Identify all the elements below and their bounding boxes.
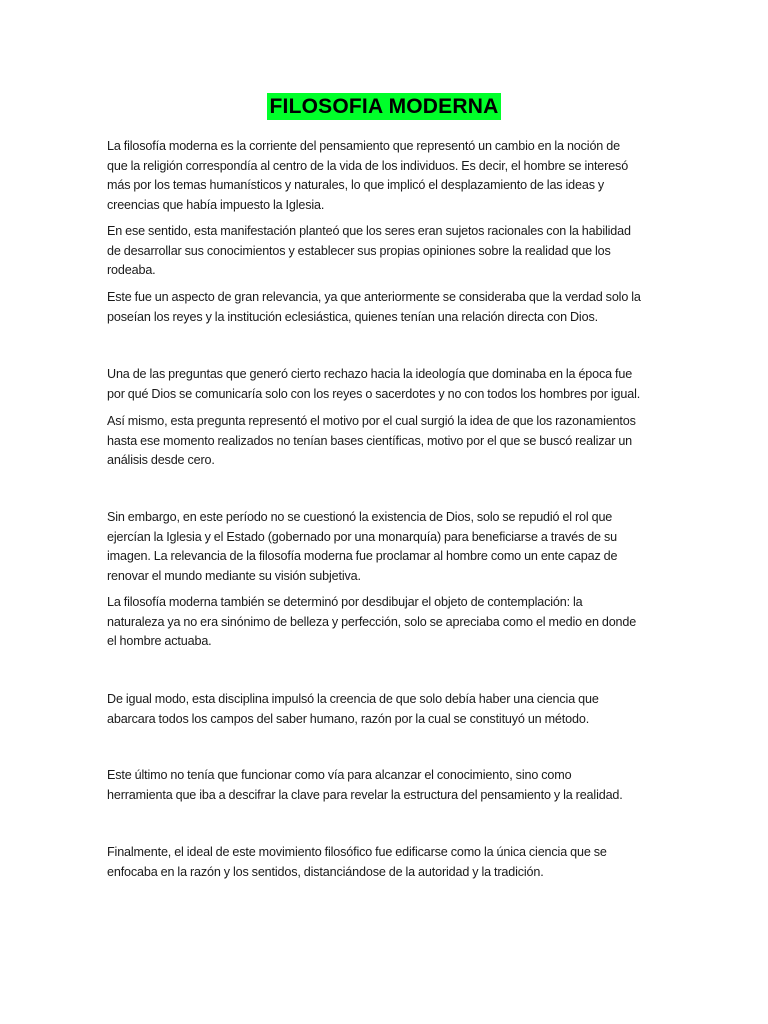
paragraph-line: La filosofía moderna también se determinó por desdibujar el objeto de contemplación: la <box>107 595 583 609</box>
paragraph-line: imagen. La relevancia de la filosofía moderna fue proclamar al hombre como un ente capaz de <box>107 549 618 563</box>
paragraph-8 <box>107 690 663 729</box>
paragraph-line: rodeaba. <box>107 263 156 277</box>
paragraph-7 <box>107 593 663 652</box>
paragraph-line: Una de las preguntas que generó cierto rechazo hacia la ideología que dominaba en la época fue <box>107 367 633 381</box>
paragraph-10 <box>107 843 663 882</box>
paragraph-line: herramienta que iba a descifrar la clave para revelar la estructura del pensamiento y la realidad. <box>107 787 623 802</box>
paragraph-line: hasta ese momento realizados no tenían bases científicas, motivo por el que se buscó realizar un <box>107 433 633 448</box>
paragraph-line: el hombre actuaba. <box>107 634 212 648</box>
paragraph-2 <box>107 222 663 281</box>
paragraph-line: análisis desde cero. <box>107 453 215 467</box>
paragraph-line: más por los temas humanísticos y naturales, lo que implicó el desplazamiento de las ideas y <box>107 178 605 192</box>
paragraph-line: enfocaba en la razón y los sentidos, distanciándose de la autoridad y la tradición. <box>107 864 544 879</box>
paragraph-line: Finalmente, el ideal de este movimiento filosófico fue edificarse como la única ciencia que se <box>107 845 607 859</box>
paragraph-line: renovar el mundo mediante su visión subjetiva. <box>107 568 361 583</box>
paragraph-line: De igual modo, esta disciplina impulsó la creencia de que solo debía haber una ciencia que <box>107 692 599 706</box>
paragraph-line: Sin embargo, en este período no se cuestionó la existencia de Dios, solo se repudió el rol que <box>107 510 613 524</box>
paragraph-5 <box>107 412 663 471</box>
page-title: FILOSOFIA MODERNA <box>267 93 502 120</box>
title-container <box>0 93 768 120</box>
paragraph-6 <box>107 508 663 586</box>
paragraph-line: abarcara todos los campos del saber humano, razón por la cual se constituyó un método. <box>107 711 590 726</box>
paragraph-line: poseían los reyes y la institución eclesiástica, quienes tenían una relación directa con Dios. <box>107 309 598 324</box>
paragraph-line: que la religión correspondía al centro de la vida de los individuos. Es decir, el hombre se interesó <box>107 158 629 173</box>
paragraph-line: de desarrollar sus conocimientos y establecer sus propias opiniones sobre la realidad que los <box>107 243 611 258</box>
paragraph-line: naturaleza ya no era sinónimo de belleza y perfección, solo se apreciaba como el medio en donde <box>107 614 637 629</box>
paragraph-4 <box>107 365 663 404</box>
paragraph-9 <box>107 766 663 805</box>
paragraph-line: En ese sentido, esta manifestación planteó que los seres eran sujetos racionales con la habilidad <box>107 224 631 238</box>
paragraph-line: Este último no tenía que funcionar como vía para alcanzar el conocimiento, sino como <box>107 768 572 782</box>
paragraph-line: ejercían la Iglesia y el Estado (gobernado por una monarquía) para beneficiarse a través de su <box>107 529 617 544</box>
paragraph-line: La filosofía moderna es la corriente del pensamiento que representó un cambio en la noción de <box>107 139 620 153</box>
paragraph-line: Así mismo, esta pregunta representó el motivo por el cual surgió la idea de que los razonamientos <box>107 414 636 428</box>
paragraph-3 <box>107 288 663 327</box>
paragraph-1 <box>107 137 663 215</box>
paragraph-line: por qué Dios se comunicaría solo con los reyes o sacerdotes y no con todos los hombres por igual. <box>107 386 641 401</box>
paragraph-line: creencias que había impuesto la Iglesia. <box>107 197 325 212</box>
paragraph-line: Este fue un aspecto de gran relevancia, ya que anteriormente se consideraba que la verdad solo la <box>107 290 641 304</box>
